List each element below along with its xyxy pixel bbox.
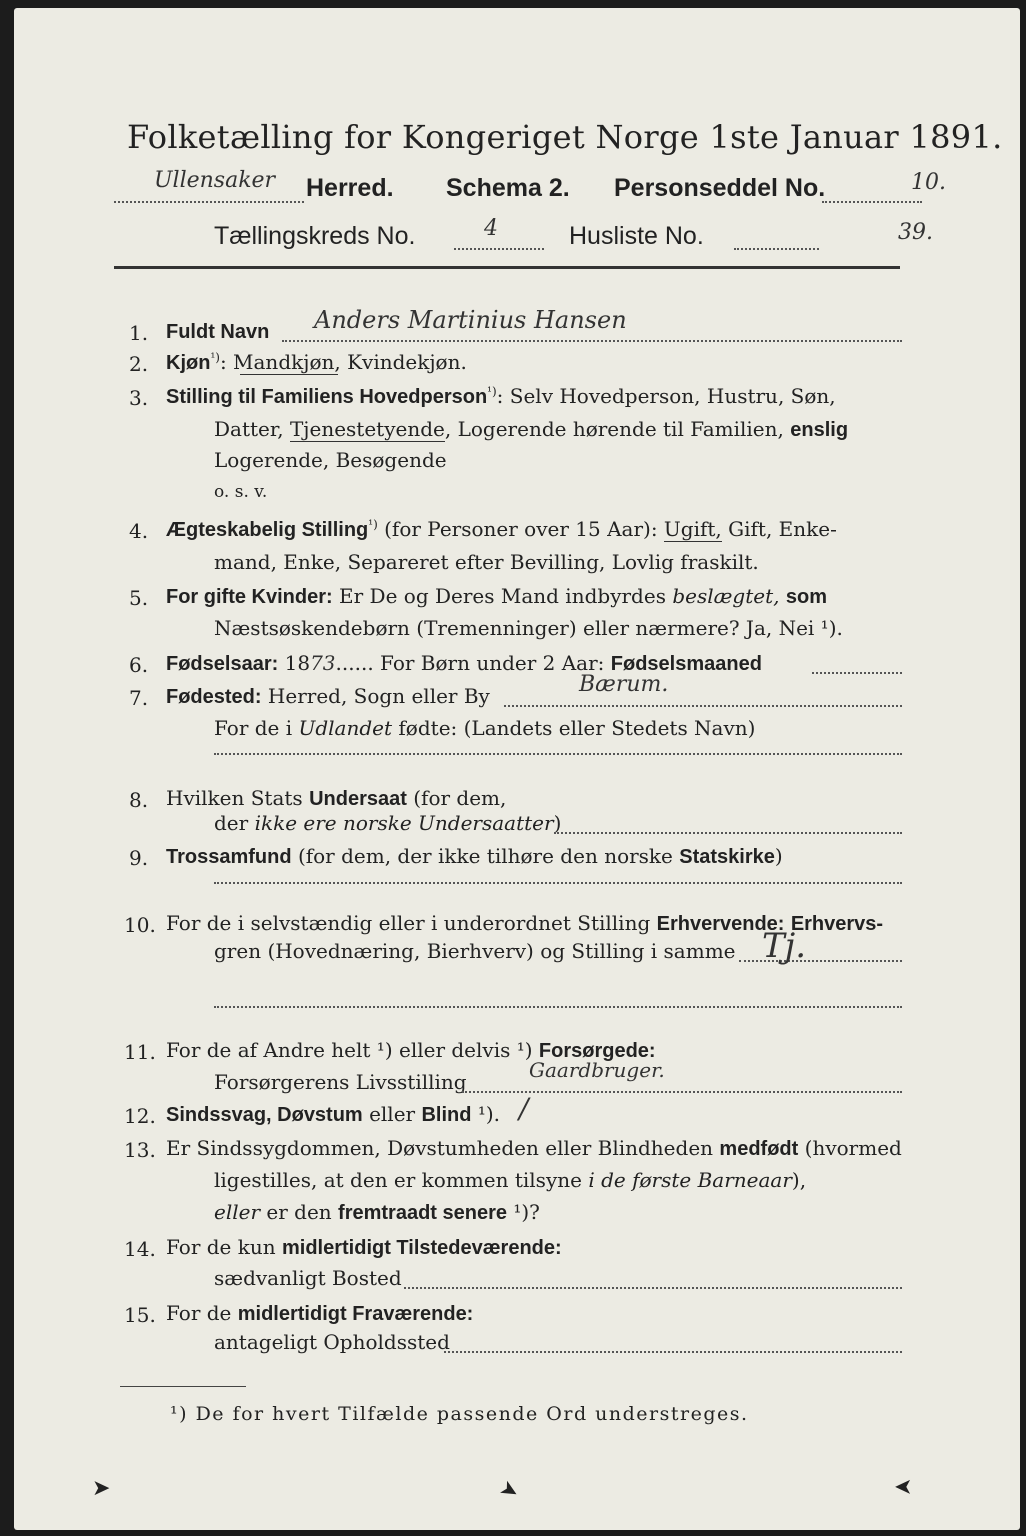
q1-handwritten-name: Anders Martinius Hansen xyxy=(314,306,627,334)
q4-line2: mand, Enke, Separeret efter Bevilling, Lovlig fraskilt. xyxy=(214,550,759,574)
footnote-rule xyxy=(120,1386,246,1387)
q10-line1: For de i selvstændig eller i underordnet Stilling Erhvervende: Erhvervs- xyxy=(166,911,884,935)
q13-line2: ligestilles, at den er kommen tilsyne i de første Barneaar), xyxy=(214,1168,807,1192)
q5-line1: For gifte Kvinder: Er De og Deres Mand indbyrdes beslægtet, som xyxy=(166,584,827,608)
personseddel-label: Personseddel No. xyxy=(614,174,826,202)
q10-blank-line xyxy=(214,1006,902,1008)
personseddel-handwritten: 10. xyxy=(911,170,946,195)
q13-line1: Er Sindssygdommen, Døvstumheden eller Blindheden medfødt (hvormed xyxy=(166,1136,902,1160)
q6-number: 6. xyxy=(129,653,149,677)
q14-dotted-line xyxy=(404,1287,902,1289)
q14-line1: For de kun midlertidigt Tilstedeværende: xyxy=(166,1235,562,1259)
q10-number: 10. xyxy=(124,913,156,937)
q14-number: 14. xyxy=(124,1237,156,1261)
q12-handwritten-mark: / xyxy=(519,1092,529,1125)
q15-line1: For de midlertidigt Fraværende: xyxy=(166,1301,474,1325)
q15-line2: antageligt Opholdssted xyxy=(214,1330,450,1354)
q2-underline xyxy=(240,374,338,375)
q8-line2: der ikke ere norske Undersaatter) xyxy=(214,811,562,835)
q9-number: 9. xyxy=(129,846,149,870)
q3-line3: Logerende, Besøgende xyxy=(214,448,447,472)
q10-line2: gren (Hovednæring, Bierhverv) og Stilling i samme xyxy=(214,939,736,963)
center-mark-icon: ➤ xyxy=(494,1475,524,1506)
q5-number: 5. xyxy=(129,586,149,610)
schema-label: Schema 2. xyxy=(446,174,570,202)
q4-line1: Ægteskabelig Stilling$^{^1)}$ (for Personer over 15 Aar): Ugift, Gift, Enke- xyxy=(166,517,837,541)
q7-line2: For de i Udlandet fødte: (Landets eller Stedets Navn) xyxy=(214,716,756,740)
q2-line: Kjøn$^{^1)}$: Mandkjøn, Kvindekjøn. xyxy=(166,350,467,374)
q3-line4: o. s. v. xyxy=(214,482,268,502)
q3-line2: Datter, Tjenestetyende, Logerende hørende til Familien, enslig xyxy=(214,417,849,441)
q15-number: 15. xyxy=(124,1303,156,1327)
q11-number: 11. xyxy=(124,1040,156,1064)
herred-label: Herred. xyxy=(306,174,394,202)
footnote: ¹) De for hvert Tilfælde passende Ord understreges. xyxy=(170,1403,749,1425)
q12-line: Sindssvag, Døvstum eller Blind ¹). xyxy=(166,1102,501,1126)
corner-mark-left-icon: ➤ xyxy=(92,1476,111,1501)
q5-line2: Næstsøskendebørn (Tremenninger) eller nærmere? Ja, Nei ¹). xyxy=(214,616,843,640)
corner-mark-right-icon: ➤ xyxy=(894,1474,913,1499)
q4-number: 4. xyxy=(129,519,149,543)
header-rule xyxy=(114,266,900,269)
kreds-dotted-line xyxy=(454,248,544,250)
husliste-label: Husliste No. xyxy=(569,222,704,250)
q6-dotted-line xyxy=(812,672,902,674)
q9-blank-line xyxy=(214,882,902,884)
q14-line2: sædvanligt Bosted xyxy=(214,1266,402,1290)
q3-number: 3. xyxy=(129,386,149,410)
q7-handwritten-place: Bærum. xyxy=(579,672,669,697)
q8-number: 8. xyxy=(129,788,149,812)
kreds-handwritten: 4 xyxy=(484,216,498,241)
q3-line1: Stilling til Familiens Hovedperson$^{^1)}$: Selv Hovedperson, Hustru, Søn, xyxy=(166,384,836,408)
q7-line1: Fødested: Herred, Sogn eller By xyxy=(166,684,490,708)
q1-label: Fuldt Navn xyxy=(166,321,270,343)
q8-dotted-line xyxy=(554,832,902,834)
q9-line: Trossamfund (for dem, der ikke tilhøre den norske Statskirke) xyxy=(166,844,783,868)
q2-number: 2. xyxy=(129,352,149,376)
census-form-page xyxy=(14,8,1020,1530)
q15-dotted-line xyxy=(444,1351,902,1353)
husliste-handwritten: 39. xyxy=(898,220,933,245)
municipality-handwritten: Ullensaker xyxy=(154,168,276,193)
q6-line: Fødselsaar: 1873...... For Børn under 2 Aar: Fødselsmaaned xyxy=(166,651,762,675)
q7-dotted-line xyxy=(504,705,902,707)
q11-line2: Forsørgerens Livsstilling xyxy=(214,1070,467,1094)
q3-underlined-choice: Tjenestetyende xyxy=(289,417,445,441)
q7-number: 7. xyxy=(129,686,149,710)
municipality-dotted-line xyxy=(114,201,304,203)
q6-handwritten-year: 73 xyxy=(310,651,336,675)
q8-line1: Hvilken Stats Undersaat (for dem, xyxy=(166,786,507,810)
q11-line1: For de af Andre helt ¹) eller delvis ¹) Forsørgede: xyxy=(166,1038,656,1062)
q11-handwritten-occupation: Gaardbruger. xyxy=(529,1058,665,1082)
kreds-label: Tællingskreds No. xyxy=(214,222,416,250)
form-title: Folketælling for Kongeriget Norge 1ste Januar 1891. xyxy=(127,118,1003,156)
q10-handwritten-occupation: Tj. xyxy=(762,926,807,966)
husliste-dotted-line xyxy=(734,248,819,250)
q13-number: 13. xyxy=(124,1138,156,1162)
q1-number: 1. xyxy=(129,321,149,345)
q12-number: 12. xyxy=(124,1104,156,1128)
q1-dotted-line xyxy=(282,340,902,342)
q13-line3: eller er den fremtraadt senere ¹)? xyxy=(214,1200,540,1224)
q7-blank-line xyxy=(214,753,902,755)
personseddel-dotted-line xyxy=(822,201,922,203)
q4-underlined-choice: Ugift, xyxy=(663,517,722,541)
